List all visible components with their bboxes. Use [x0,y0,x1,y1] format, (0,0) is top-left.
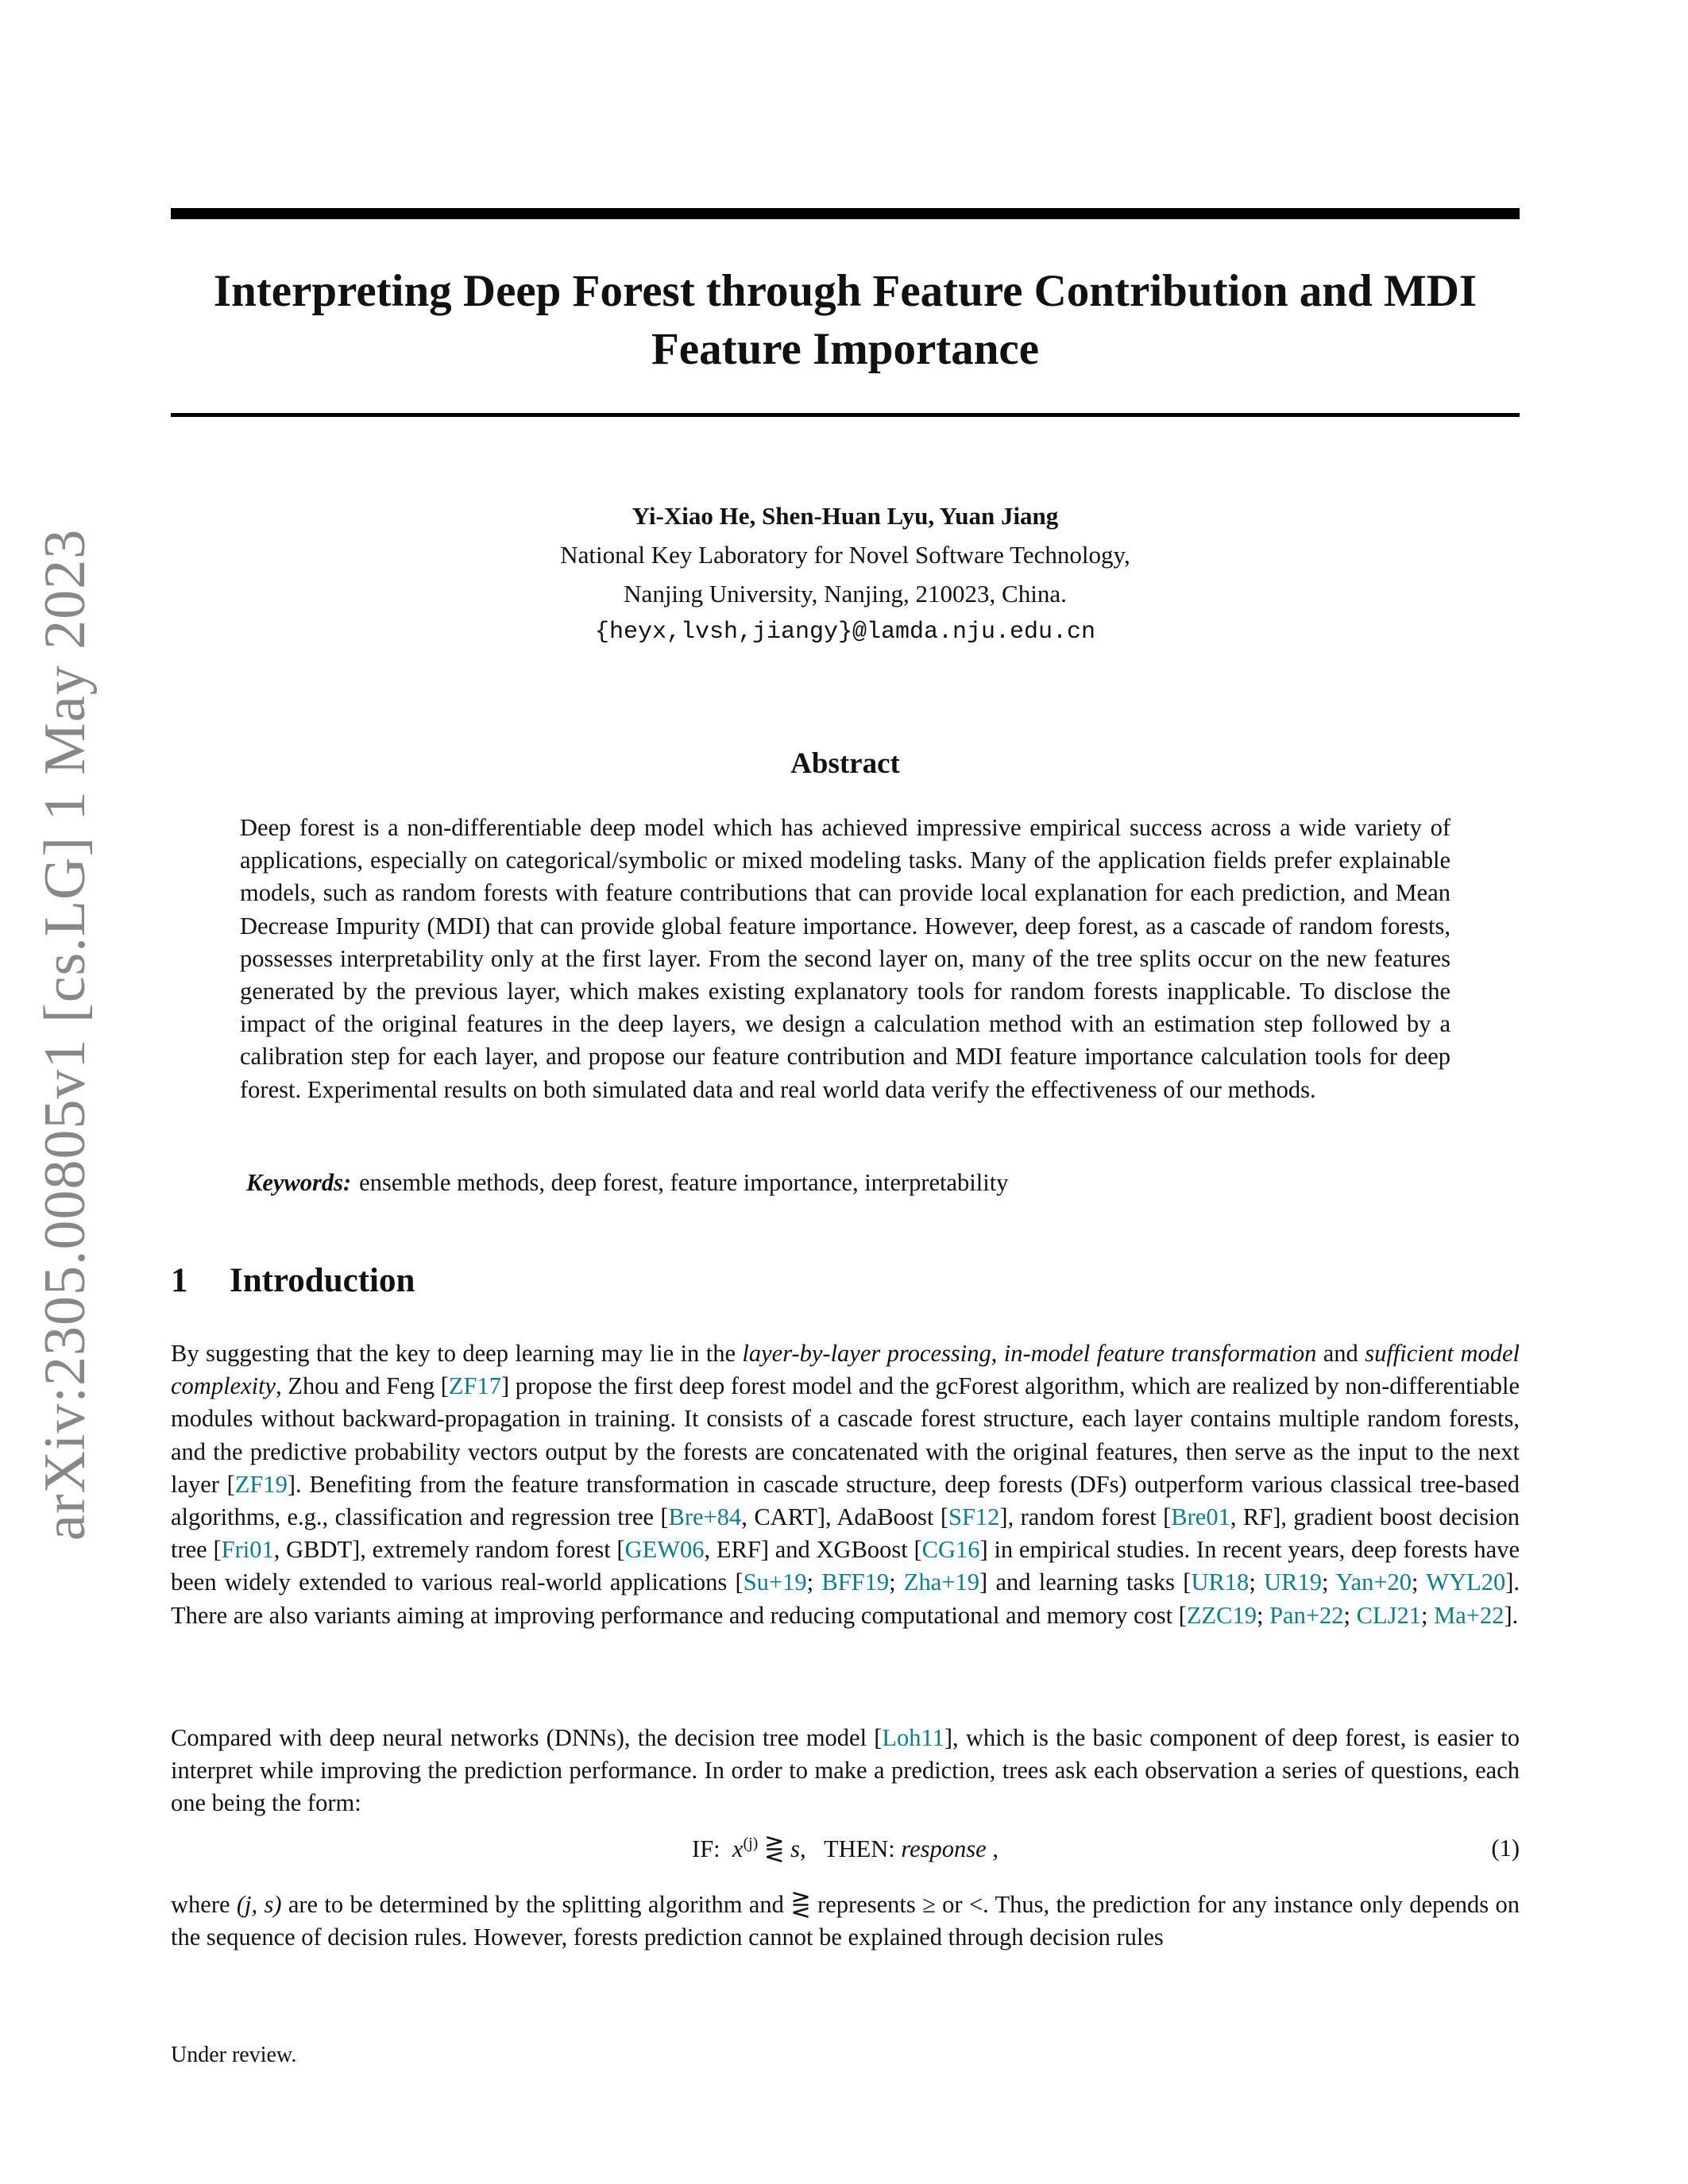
citation-link[interactable]: Bre01 [1171,1503,1230,1531]
citation-link[interactable]: Ma+22 [1434,1601,1505,1629]
citation-link[interactable]: ZZC19 [1186,1601,1257,1629]
citation-link[interactable]: ZF19 [234,1470,288,1498]
affiliation-line-1: National Key Laboratory for Novel Software Technology, [560,541,1130,569]
title-bottom-rule [171,413,1520,417]
citation-link[interactable]: Su+19 [743,1569,807,1596]
equation-number: (1) [1491,1835,1520,1862]
citation-link[interactable]: Loh11 [882,1724,944,1751]
author-names: Yi-Xiao He, Shen-Huan Lyu, Yuan Jiang [632,502,1059,530]
citation-link[interactable]: Zha+19 [903,1569,980,1596]
citation-link[interactable]: Bre+84 [668,1503,742,1531]
keywords-label: Keywords: [246,1169,352,1196]
citation-link[interactable]: Yan+20 [1335,1569,1412,1596]
equation-1 [171,1835,1520,1874]
citation-link[interactable]: CG16 [921,1536,980,1564]
section-heading-introduction [171,1261,415,1300]
top-thick-rule [171,208,1520,219]
footer-note: Under review. [171,2043,297,2067]
paper-title [171,262,1520,378]
title-line-1: Interpreting Deep Forest through Feature Contribution and MDI [213,266,1477,316]
intro-paragraph-2: Compared with deep neural networks (DNNs), the decision tree model [Loh11], which is the basic component of deep forest, is easier to interpret while improving the prediction performance. In order to make a prediction, trees ask each observation a series of questions, each one being the form: [171,1724,1520,1817]
author-block [171,496,1520,652]
citation-link[interactable]: Fri01 [221,1536,274,1564]
abstract-heading: Abstract [790,747,900,780]
citation-link[interactable]: CLJ21 [1356,1601,1421,1629]
affiliation-line-2: Nanjing University, Nanjing, 210023, China. [624,580,1067,608]
keywords-line [246,1169,1438,1197]
citation-link[interactable]: GEW06 [624,1536,705,1564]
section-title: Introduction [230,1262,415,1299]
citation-link[interactable]: UR19 [1264,1569,1322,1596]
citation-link[interactable]: WYL20 [1426,1569,1506,1596]
citation-link[interactable]: UR18 [1191,1569,1250,1596]
abstract-text: Deep forest is a non-differentiable deep model which has achieved impressive empirical success across a wide variety of applications, especially on categorical/symbolic or mixed modeling tasks. Many of the application fields prefer explainable models, such as random forests with feature contributions that can provide local explanation for each prediction, and Mean Decrease Impurity (MDI) that can provide global feature importance. However, deep forest, as a cascade of random forests, possesses interpretability only at the first layer. From the second layer on, many of the tree splits occur on the new features generated by the previous layer, which makes existing explanatory tools for random forests inapplicable. To disclose the impact of the original features in the deep layers, we design a calculation method with an estimation step followed by a calibration step for each layer, and propose our feature contribution and MDI feature importance calculation tools for deep forest. Experimental results on both simulated data and real world data verify the effectiveness of our methods. [240,814,1450,1103]
citation-link[interactable]: BFF19 [821,1569,890,1596]
keywords-list: ensemble methods, deep forest, feature importance, interpretability [359,1169,1009,1196]
arxiv-identifier: arXiv:2305.00805v1 [cs.LG] 1 May 2023 [33,528,98,1541]
intro-paragraph-1: By suggesting that the key to deep learning may lie in the layer-by-layer processing, in-model feature transformation and sufficient model complexity, Zhou and Feng [ZF17] propose the first deep forest model and the gcForest algorithm, which are realized by non-differentiable modules without backward-propagation in training. It consists of a cascade forest structure, each layer contains multiple random forests, and the predictive probability vectors output by the forests are concatenated with the original features, then serve as the input to the next layer [ZF19]. Benefiting from the feature transformation in cascade structure, deep forests (DFs) outperform various classical tree-based algorithms, e.g., classification and regression tree [Bre+84, CART], AdaBoost [SF12], random forest [Bre01, RF], gradient boost decision tree [Fri01, GBDT], extremely random forest [GEW06, ERF] and XGBoost [CG16] in empirical studies. In recent years, deep forests have been widely extended to various real-world applications [Su+19; BFF19; Zha+19] and learning tasks [UR18; UR19; Yan+20; WYL20]. There are also variants aiming at improving performance and reducing computational and memory cost [ZZC19; Pan+22; CLJ21; Ma+22]. [171,1340,1520,1629]
citation-link[interactable]: Pan+22 [1269,1601,1344,1629]
citation-link[interactable]: SF12 [948,1503,1000,1531]
citation-link[interactable]: ZF17 [448,1372,501,1400]
author-email: {heyx,lvsh,jiangy}@lamda.nju.edu.cn [594,619,1096,646]
intro-paragraph-3: where (j, s) are to be determined by the splitting algorithm and ⋛ represents ≥ or <. Thus, the prediction for any instance only depends on the sequence of decision rules. However, forests prediction cannot be explained through decision rules [171,1891,1520,1951]
equation-body: IF: $x^{(j)}$ ⋛ s, THEN: response , [692,1835,999,1863]
title-line-2: Feature Importance [651,324,1040,374]
section-number: 1 [171,1262,188,1299]
